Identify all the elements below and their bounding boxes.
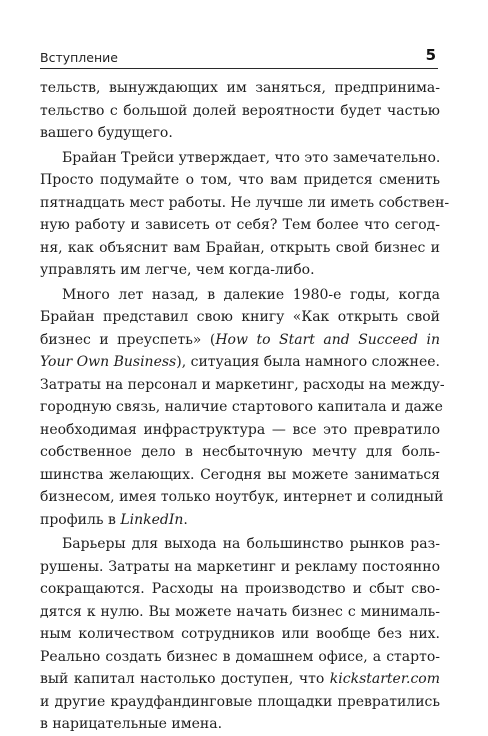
paragraph-1	[40, 77, 440, 145]
italic-term: LinkedIn	[120, 511, 184, 528]
text-line: пятнадцать мест работы. Не лучше ли иметь собствен-	[40, 194, 450, 211]
text-line: Реально создать бизнес в домашнем офисе, а старто-	[40, 648, 440, 665]
text-line: управлять им легче, чем когда-либо.	[40, 262, 315, 278]
italic-term: kickstarter.com	[329, 671, 440, 687]
paragraph-2	[40, 147, 450, 282]
text-line: Брайан Трейси утверждает, что это замечательно.	[62, 149, 441, 166]
text-line: ня, как объяснит вам Брайан, открыть свой бизнес и	[40, 239, 440, 256]
text-line: профиль в LinkedIn.	[40, 511, 188, 528]
italic-term: How to Start and Succeed in	[215, 331, 441, 348]
section-title: Вступление	[40, 50, 118, 65]
text-line: собственное дело в несбыточную мечту для боль-	[40, 444, 440, 460]
body-text	[40, 77, 450, 736]
text-line: Your Own Business), ситуация была намного сложнее.	[40, 354, 440, 370]
text-line: Затраты на персонал и маркетинг, расходы на между-	[40, 376, 445, 393]
italic-term: Your Own Business	[40, 354, 177, 370]
page-number: 5	[425, 46, 436, 64]
text-line: бизнес и преуспеть» (How to Start and Succeed in	[40, 331, 441, 348]
text-line: Барьеры для выхода на большинство рынков раз-	[62, 536, 440, 552]
text-line: тельств, вынуждающих им заняться, предпринима-	[40, 80, 440, 96]
running-header	[40, 44, 438, 69]
text-line: Много лет назад, в далекие 1980-е годы, когда	[62, 286, 440, 303]
text-line: Просто подумайте о том, что вам придется сменить	[40, 172, 440, 188]
text-line: в нарицательные имена.	[40, 716, 223, 732]
text-line: вашего будущего.	[40, 125, 173, 141]
text-line: тельство с большой долей вероятности будет частью	[40, 102, 440, 119]
paragraph-3	[40, 284, 445, 532]
text-line: рушены. Затраты на маркетинг и рекламу постоянно	[40, 558, 440, 575]
text-line: ную работу и зависеть от себя? Тем более что сегод-	[40, 217, 440, 233]
text-line: необходимая инфраструктура — все это превратило	[40, 421, 440, 438]
text-line: бизнесом, имея только ноутбук, интернет и солидный	[40, 489, 444, 505]
text-line: шинства желающих. Сегодня вы можете заниматься	[40, 466, 440, 483]
text-line: ным количеством сотрудников или вообще без них.	[40, 626, 440, 642]
text-line: городную связь, наличие стартового капитала и даже	[40, 399, 443, 415]
paragraph-4	[40, 533, 440, 736]
text-line: сокращаются. Расходы на производство и сбыт сво-	[40, 581, 440, 597]
text-line: дятся к нулю. Вы можете начать бизнес с минималь-	[40, 603, 440, 620]
text-line: и другие краудфандинговые площадки превратились	[40, 693, 440, 710]
text-line: вый капитал настолько доступен, что kickstarter.com	[40, 671, 440, 687]
text-line: Брайан представил свою книгу «Как открыть свой	[40, 309, 440, 325]
